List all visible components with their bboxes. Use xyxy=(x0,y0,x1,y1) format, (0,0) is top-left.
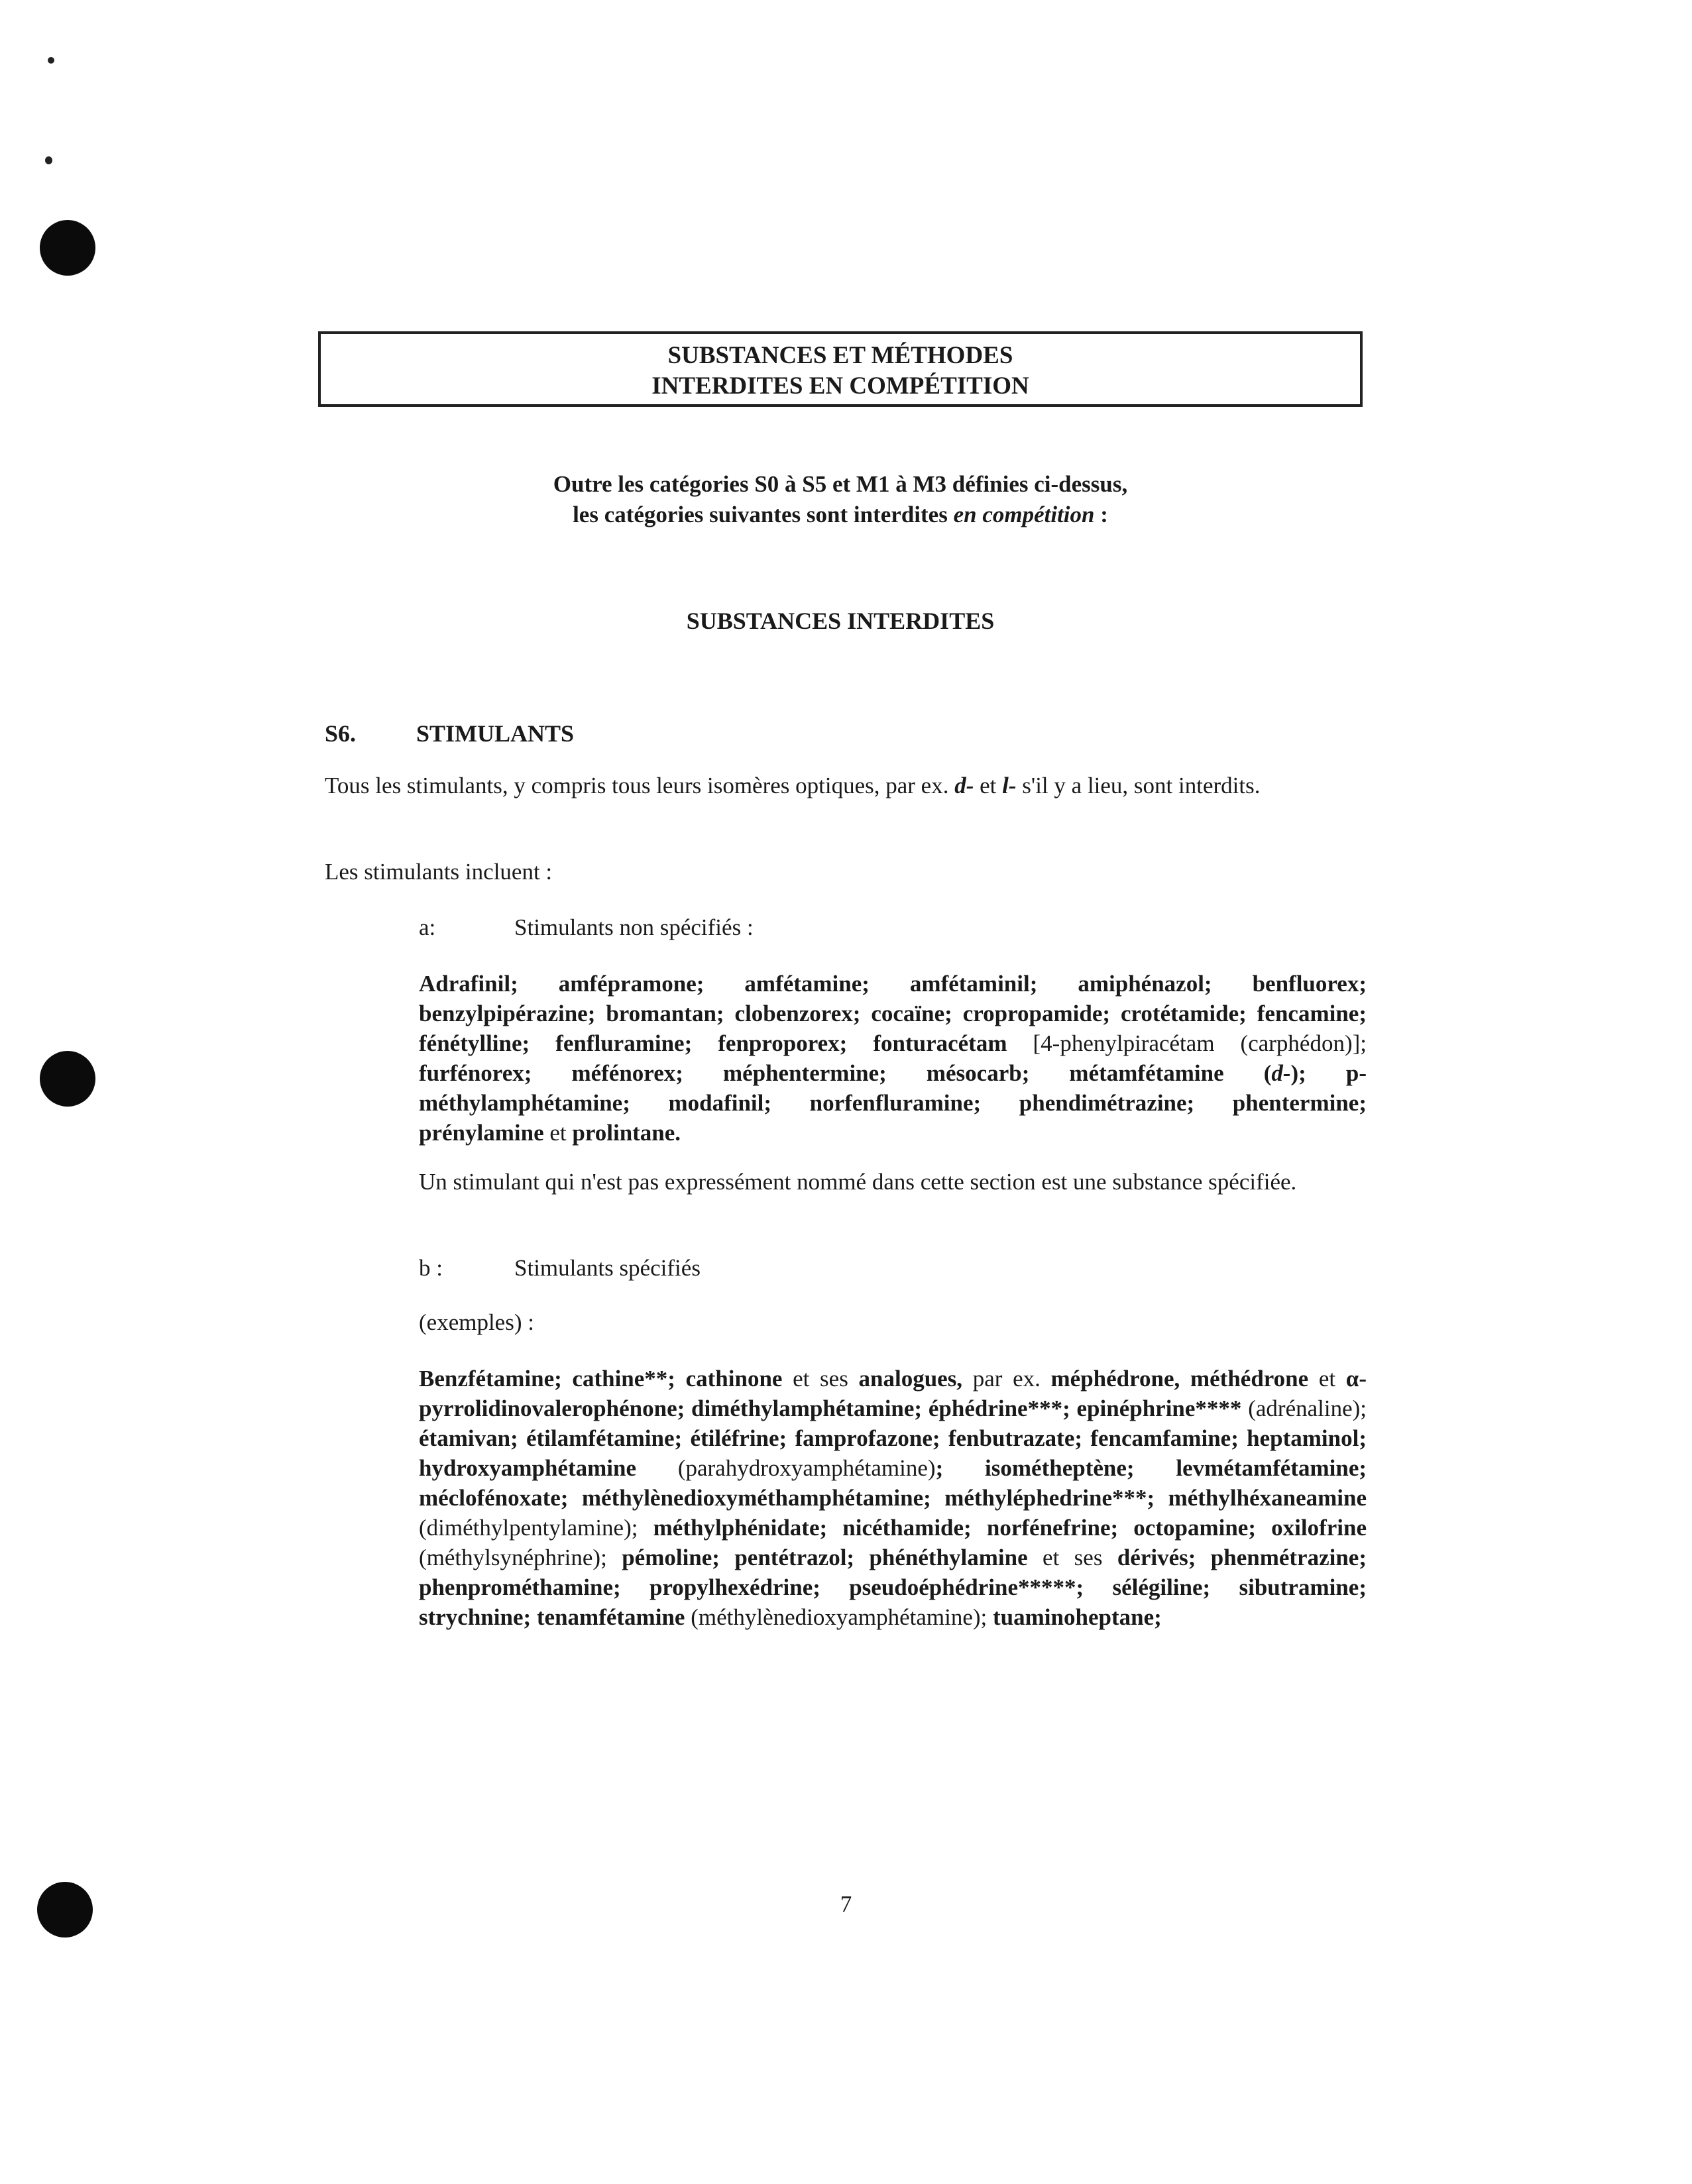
section-title: SUBSTANCES INTERDITES xyxy=(686,608,995,634)
list-b-part: ; isométheptène; levmétamfétamine; méclofénoxate; méthylènedioxyméthamphétamine; méthyléphedrine***; méthylhéxaneamine xyxy=(419,1455,1367,1511)
list-specified xyxy=(419,1364,1367,1632)
list-a-part: et xyxy=(543,1120,573,1146)
list-a-part: [4-phenylpiracétam (carphédon)]; xyxy=(1007,1030,1367,1056)
list-b-part: et ses xyxy=(1027,1545,1117,1570)
list-b-part: tuaminoheptane; xyxy=(993,1604,1162,1630)
list-b-part: et ses xyxy=(782,1366,859,1392)
s6-title: STIMULANTS xyxy=(416,720,575,747)
header-box xyxy=(318,331,1363,407)
header-line-1: SUBSTANCES ET MÉTHODES xyxy=(667,342,1013,369)
subsection-a-text: Stimulants non spécifiés : xyxy=(514,914,754,940)
scan-speck xyxy=(45,156,52,164)
list-b-part: analogues, xyxy=(858,1366,963,1392)
intro-line-2-a: les catégories suivantes sont interdites xyxy=(573,502,954,527)
subsection-a-label: a: xyxy=(419,914,436,940)
scan-speck xyxy=(48,57,54,64)
examples-label: (exemples) : xyxy=(419,1309,534,1335)
s6-number: S6. xyxy=(325,720,357,747)
para1-b: et xyxy=(974,773,1003,798)
list-b-part: α- pyrrolidinovalerophénone; diméthylamphétamine; éphédrine***; epinéphrine**** xyxy=(419,1366,1367,1421)
paragraph-include: Les stimulants incluent : xyxy=(325,859,553,885)
list-a-part: ); p-méthylamphétamine; modafinil; norfenfluramine; phendimétrazine; phentermine; prénylamine xyxy=(419,1060,1367,1146)
s6-heading xyxy=(325,720,574,747)
punch-hole-top xyxy=(40,220,95,276)
para1-a: Tous les stimulants, y compris tous leurs isomères optiques, par ex. xyxy=(325,773,955,798)
list-b-part: (méthylsynéphrine); xyxy=(419,1545,622,1570)
page-number: 7 xyxy=(840,1891,852,1917)
list-nonspecified xyxy=(419,969,1367,1148)
list-b-part: Benzfétamine; cathine**; cathinone xyxy=(419,1366,783,1392)
intro-line-2-em: en compétition xyxy=(953,502,1095,527)
intro-line-2 xyxy=(318,500,1363,530)
punch-hole-middle xyxy=(40,1051,95,1107)
list-b-part: (diméthylpentylamine); xyxy=(419,1515,653,1541)
list-b-part: (adrénaline); xyxy=(1241,1395,1367,1421)
list-b-part: méphédrone, méthédrone xyxy=(1050,1366,1309,1392)
list-b-part: par ex. xyxy=(962,1366,1051,1392)
header-line-2: INTERDITES EN COMPÉTITION xyxy=(651,372,1029,400)
list-a-part: Adrafinil; amfépramone; amfétamine; amfétaminil; amiphénazol; benfluorex; benzylpipérazine; bromantan; clobenzorex; cocaïne; cropropamide; crotétamide; fencamine; fénétylline; fenfluramine; fenproporex; fonturacétam xyxy=(419,971,1367,1056)
intro-line-2-b: : xyxy=(1094,502,1108,527)
para1-l: l- xyxy=(1002,773,1017,798)
list-a-part: prolintane. xyxy=(572,1120,681,1146)
subsection-b-label: b : xyxy=(419,1255,443,1281)
para1-c: s'il y a lieu, sont interdits. xyxy=(1016,773,1261,798)
list-b-part: (parahydroxyamphétamine) xyxy=(636,1455,936,1481)
list-b-part: étamivan; étilamfétamine; étiléfrine; famprofazone; fenbutrazate; fencamfamine; heptaminol; hydroxyamphétamine xyxy=(419,1425,1367,1481)
list-b-part: pémoline; pentétrazol; phénéthylamine xyxy=(622,1545,1028,1570)
intro-line-1: Outre les catégories S0 à S5 et M1 à M3 définies ci-dessus, xyxy=(553,471,1128,497)
list-b-part: méthylphénidate; nicéthamide; norfénefrine; octopamine; oxilofrine xyxy=(653,1515,1367,1541)
list-b-part: (méthylènedioxyamphétamine); xyxy=(685,1604,993,1630)
paragraph-stimulants xyxy=(325,770,1332,802)
subsection-b-text: Stimulants spécifiés xyxy=(514,1255,701,1281)
subsection-b xyxy=(419,1252,1347,1284)
list-b-part: et xyxy=(1308,1366,1346,1392)
intro-text xyxy=(318,469,1363,530)
para1-d: d- xyxy=(954,773,974,798)
list-a-part: d- xyxy=(1271,1060,1291,1086)
paragraph-nonnamed: Un stimulant qui n'est pas expressément nommé dans cette section est une substance spécifiée. xyxy=(419,1169,1297,1195)
list-a-part: furfénorex; méfénorex; méphentermine; mésocarb; métamfétamine ( xyxy=(419,1060,1272,1086)
subsection-a xyxy=(419,912,1347,944)
list-b-part: dérivés; phenmétrazine; phenprométhamine; propylhexédrine; pseudoéphédrine*****; sélégiline; sibutramine; strychnine; tenamfétamine xyxy=(419,1545,1367,1630)
